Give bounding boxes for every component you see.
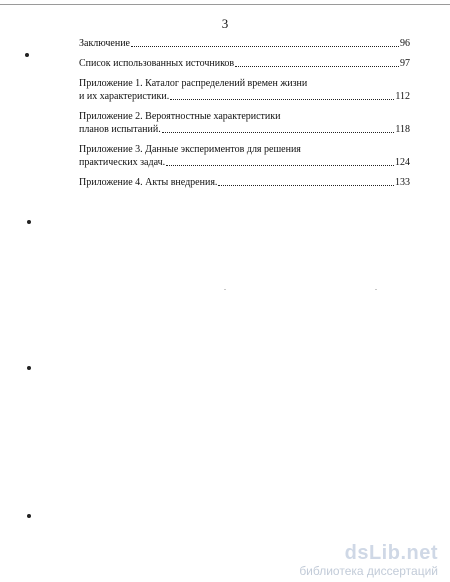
- dot-leader: [131, 46, 399, 47]
- toc-entry-page: 118: [395, 124, 410, 135]
- table-of-contents: [79, 37, 410, 196]
- toc-entry[interactable]: [79, 57, 410, 70]
- binder-hole-mark: [25, 53, 29, 57]
- toc-entry-page: 97: [400, 58, 410, 69]
- toc-entry[interactable]: [79, 37, 410, 50]
- dot-leader: [218, 185, 394, 186]
- scan-speck: [224, 289, 226, 290]
- page-top-edge: [0, 4, 450, 5]
- toc-entry-title: Заключение: [79, 38, 130, 49]
- toc-entry-title-line1: Приложение 1. Каталог распределений времен жизни: [79, 78, 308, 89]
- dot-leader: [170, 99, 394, 100]
- scan-speck: [375, 289, 377, 290]
- binder-hole-mark: [27, 514, 31, 518]
- toc-entry[interactable]: [79, 110, 410, 136]
- toc-entry-title: Список использованных источников: [79, 58, 235, 69]
- watermark-logo: dsLib.net: [344, 542, 438, 564]
- toc-entry-page: 133: [395, 177, 410, 188]
- watermark-subtitle: библиотека диссертаций: [299, 564, 438, 578]
- watermark: [299, 542, 438, 578]
- toc-entry-title-line2: и их характеристики.: [79, 91, 170, 102]
- toc-entry[interactable]: [79, 143, 410, 169]
- toc-entry-page: 96: [400, 38, 410, 49]
- toc-entry-title-line2: планов испытаний.: [79, 124, 161, 135]
- toc-entry[interactable]: [79, 77, 410, 103]
- toc-entry-page: 112: [395, 91, 410, 102]
- toc-entry-page: 124: [395, 157, 410, 168]
- toc-entry-title-line2: практических задач.: [79, 157, 166, 168]
- binder-hole-mark: [27, 366, 31, 370]
- toc-entry[interactable]: [79, 176, 410, 189]
- toc-entry-title-line1: Приложение 2. Вероятностные характеристики: [79, 111, 281, 122]
- binder-hole-mark: [27, 220, 31, 224]
- dot-leader: [162, 132, 395, 133]
- dot-leader: [235, 66, 399, 67]
- dot-leader: [166, 165, 394, 166]
- toc-entry-title: Приложение 4. Акты внедрения.: [79, 177, 218, 188]
- page-number: 3: [221, 16, 229, 31]
- toc-entry-title-line1: Приложение 3. Данные экспериментов для решения: [79, 144, 301, 155]
